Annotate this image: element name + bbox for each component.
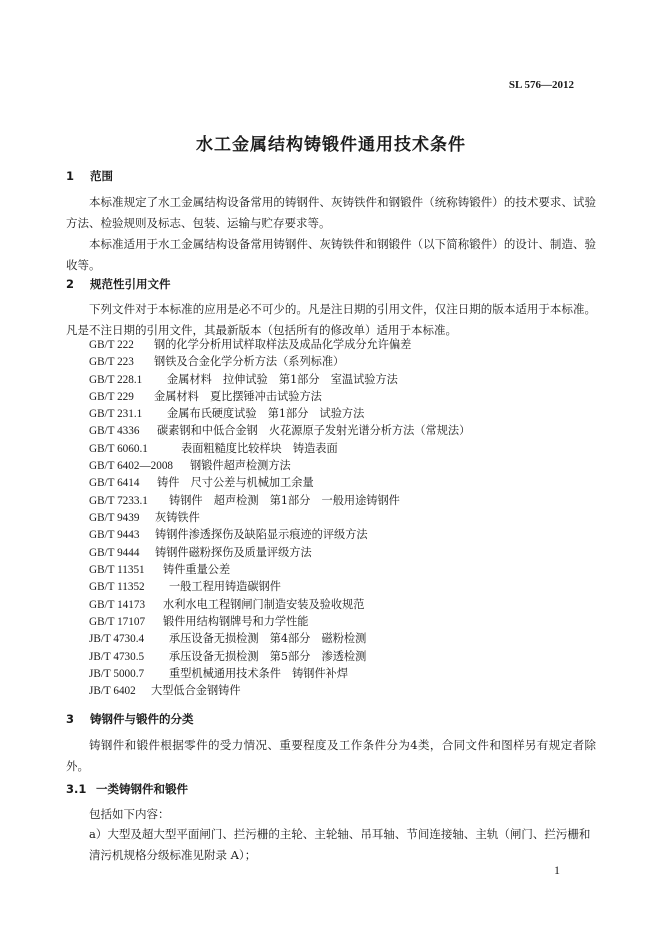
reference-title: 铸钢件 超声检测 第1部分 一般用途铸钢件 bbox=[169, 494, 400, 507]
section-title: 一类铸钢件和锻件 bbox=[96, 782, 188, 796]
section-title: 铸钢件与锻件的分类 bbox=[90, 712, 194, 726]
reference-title: 大型低合金钢铸件 bbox=[151, 684, 241, 697]
reference-item bbox=[89, 596, 364, 612]
reference-item bbox=[89, 613, 308, 629]
reference-item bbox=[89, 648, 366, 664]
reference-code: GB/T 9439 bbox=[89, 512, 140, 524]
reference-item bbox=[89, 682, 241, 698]
reference-code: JB/T 4730.5 bbox=[89, 651, 145, 663]
reference-code: GB/T 231.1 bbox=[89, 408, 143, 420]
reference-item bbox=[89, 544, 312, 560]
reference-title: 铸件重量公差 bbox=[163, 563, 231, 576]
reference-item bbox=[89, 509, 200, 525]
reference-code: GB/T 17107 bbox=[89, 616, 146, 628]
reference-title: 金属材料 拉伸试验 第1部分 室温试验方法 bbox=[167, 373, 398, 386]
standard-code: SL 576—2012 bbox=[508, 79, 574, 91]
reference-title: 铸钢件渗透探伤及缺陷显示痕迹的评级方法 bbox=[155, 528, 368, 541]
reference-code: GB/T 229 bbox=[89, 391, 134, 403]
reference-title: 钢铁及合金化学分析方法（系列标准） bbox=[154, 355, 345, 368]
section-3-para-1: 铸钢件和锻件根据零件的受力情况、重要程度及工作条件分为4类，合同文件和图样另有规定者除外。 bbox=[66, 738, 596, 773]
reference-item bbox=[89, 440, 338, 456]
reference-item bbox=[89, 422, 470, 438]
reference-title: 锻件用结构钢牌号和力学性能 bbox=[163, 615, 309, 628]
reference-code: GB/T 9443 bbox=[89, 529, 140, 541]
reference-item bbox=[89, 630, 366, 646]
reference-item bbox=[89, 492, 400, 508]
section-title: 范围 bbox=[90, 169, 113, 183]
reference-item bbox=[89, 526, 368, 542]
section-2-para-1: 下列文件对于本标准的应用是必不可少的。凡是注日期的引用文件，仅注日期的版本适用于本标准。凡是不注日期的引用文件，其最新版本（包括所有的修改单）适用于本标准。 bbox=[66, 302, 596, 337]
reference-item bbox=[89, 336, 411, 352]
reference-code: GB/T 6414 bbox=[89, 477, 140, 489]
reference-code: GB/T 6402—2008 bbox=[89, 460, 174, 472]
reference-item bbox=[89, 561, 230, 577]
reference-item bbox=[89, 474, 314, 490]
reference-title: 钢锻件超声检测方法 bbox=[190, 459, 291, 472]
reference-title: 金属布氏硬度试验 第1部分 试验方法 bbox=[167, 407, 365, 420]
reference-item bbox=[89, 353, 344, 369]
reference-code: GB/T 222 bbox=[89, 339, 134, 351]
reference-code: GB/T 228.1 bbox=[89, 374, 143, 386]
reference-title: 表面粗糙度比较样块 铸造表面 bbox=[181, 442, 338, 455]
reference-item bbox=[89, 405, 364, 421]
reference-code: GB/T 6060.1 bbox=[89, 443, 148, 455]
reference-title: 铸件 尺寸公差与机械加工余量 bbox=[157, 476, 314, 489]
reference-code: GB/T 9444 bbox=[89, 547, 140, 559]
section-1-para-1: 本标准规定了水工金属结构设备常用的铸钢件、灰铸铁件和钢锻件（统称铸锻件）的技术要求、试验方法、检验规则及标志、包装、运输与贮存要求等。 bbox=[66, 195, 596, 230]
reference-title: 灰铸铁件 bbox=[155, 511, 200, 524]
page-number: 1 bbox=[554, 863, 560, 877]
reference-code: GB/T 223 bbox=[89, 356, 134, 368]
reference-title: 金属材料 夏比摆锤冲击试验方法 bbox=[154, 390, 322, 403]
reference-title: 水利水电工程钢闸门制造安装及验收规范 bbox=[163, 598, 365, 611]
reference-code: JB/T 4730.4 bbox=[89, 633, 145, 645]
section-number: 2 bbox=[66, 277, 75, 291]
section-3-1-heading bbox=[66, 781, 188, 797]
reference-title: 重型机械通用技术条件 铸钢件补焊 bbox=[169, 667, 349, 680]
reference-item bbox=[89, 371, 398, 387]
reference-code: GB/T 11352 bbox=[89, 581, 145, 593]
reference-title: 承压设备无损检测 第5部分 渗透检测 bbox=[169, 650, 367, 663]
reference-item bbox=[89, 665, 348, 681]
section-number: 1 bbox=[66, 169, 75, 183]
section-3-1-para-1: 包括如下内容： bbox=[89, 807, 170, 821]
section-number: 3 bbox=[66, 712, 75, 726]
section-2-heading bbox=[66, 276, 171, 292]
reference-code: GB/T 7233.1 bbox=[89, 495, 148, 507]
reference-title: 铸钢件磁粉探伤及质量评级方法 bbox=[155, 546, 312, 559]
reference-code: GB/T 4336 bbox=[89, 425, 140, 437]
reference-item bbox=[89, 578, 281, 594]
reference-item bbox=[89, 388, 322, 404]
reference-title: 钢的化学分析用试样取样法及成品化学成分允许偏差 bbox=[154, 338, 412, 351]
section-title: 规范性引用文件 bbox=[90, 277, 171, 291]
section-1-heading bbox=[66, 168, 113, 184]
page-title: 水工金属结构铸锻件通用技术条件 bbox=[196, 135, 466, 155]
list-item-a: a）大型及超大型平面闸门、拦污栅的主轮、主轮轴、吊耳轴、节间连接轴、主轨（闸门、拦污栅和清污机规格分级标准见附录 A）； bbox=[89, 827, 591, 862]
reference-code: GB/T 14173 bbox=[89, 599, 146, 611]
reference-code: JB/T 6402 bbox=[89, 685, 136, 697]
reference-title: 一般工程用铸造碳钢件 bbox=[169, 580, 281, 593]
reference-code: GB/T 11351 bbox=[89, 564, 145, 576]
section-1-para-2: 本标准适用于水工金属结构设备常用铸钢件、灰铸铁件和钢锻件（以下简称锻件）的设计、制造、验收等。 bbox=[66, 237, 596, 272]
reference-title: 承压设备无损检测 第4部分 磁粉检测 bbox=[169, 632, 367, 645]
section-number: 3.1 bbox=[66, 782, 87, 796]
reference-code: JB/T 5000.7 bbox=[89, 668, 145, 680]
reference-title: 碳素钢和中低合金钢 火花源原子发射光谱分析方法（常规法） bbox=[157, 424, 471, 437]
reference-item bbox=[89, 457, 291, 473]
section-3-heading bbox=[66, 711, 194, 727]
